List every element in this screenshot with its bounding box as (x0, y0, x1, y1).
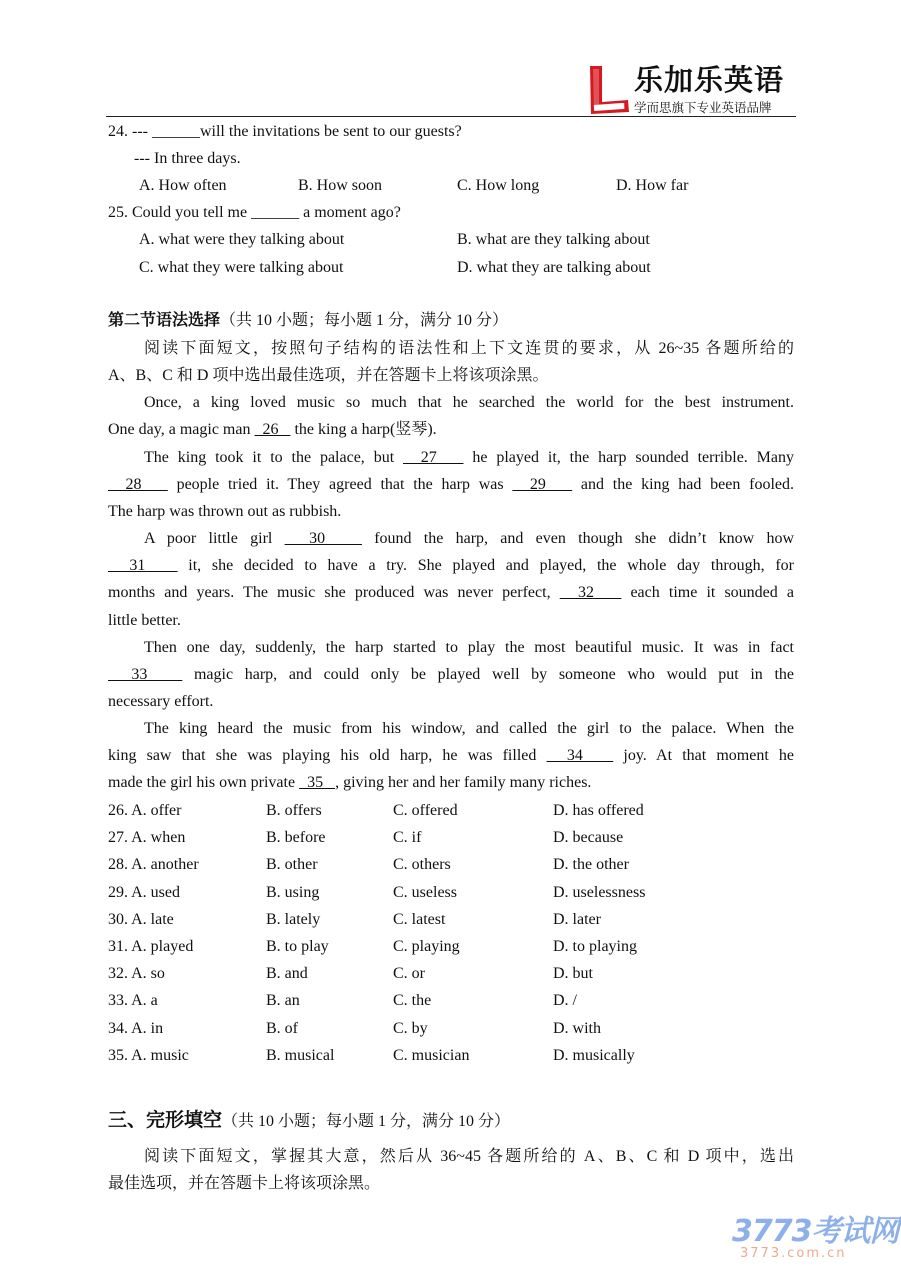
option-d: D. but (553, 965, 593, 983)
option-b: B. musical (266, 1046, 335, 1064)
passage-text: the king a harp(竖琴). (290, 421, 437, 439)
passage-text: people tried it. They agreed that the harp was (167, 476, 513, 494)
option-d: D. has offered (553, 802, 644, 819)
passage-text: The king heard the music from his window, and called the girl to the palace. When the (144, 720, 794, 737)
passage-text: , giving her and her family many riches. (335, 774, 592, 792)
passage-text: little better. (108, 611, 181, 629)
passage-text: Then one day, suddenly, the harp started to play the most beautiful music. It was in fact (144, 639, 794, 656)
option-d: D. / (553, 992, 577, 1010)
option-c: C. playing (393, 938, 460, 955)
question-25-option-c: C. what they were talking about (139, 259, 344, 276)
blank-number: 29 (512, 476, 573, 494)
question-24-option-c: C. How long (457, 177, 540, 194)
passage-line (108, 692, 794, 712)
question-25-option-a: A. what were they talking about (139, 231, 345, 248)
option-c: C. others (393, 856, 451, 874)
blank-number: 33 (108, 666, 183, 684)
blank-number: 35 (299, 774, 336, 792)
passage-text: found the harp, and even though she didn’t know how (361, 530, 795, 547)
passage-line (108, 583, 794, 603)
option-c: C. the (393, 992, 432, 1010)
blank-number: 34 (546, 747, 614, 765)
passage-line (108, 475, 794, 495)
option-a: 34. A. in (108, 1019, 164, 1037)
option-c: C. offered (393, 802, 458, 819)
section3-instruction-line: 阅读下面短文，掌握其大意，然后从 36~45 各题所给的 A、B、C 和 D 项中，选出 (144, 1148, 794, 1165)
section2-instruction-line: 阅读下面短文，按照句子结构的语法性和上下文连贯的要求，从 26~35 各题所给的 (144, 340, 794, 357)
option-d: D. because (553, 829, 624, 847)
passage-text: One day, a magic man (108, 421, 255, 439)
passage-text: A poor little girl (144, 530, 285, 547)
question-25-stem: 25. Could you tell me ______ a moment ago? (108, 204, 401, 221)
passage-text: and the king had been fooled. (572, 476, 795, 494)
option-d: D. to playing (553, 938, 637, 955)
question-24-answer: --- In three days. (134, 150, 241, 167)
option-b: B. lately (266, 910, 321, 928)
header-divider (106, 116, 796, 117)
option-a: 31. A. played (108, 938, 194, 955)
option-b: B. and (266, 965, 308, 983)
option-b: B. an (266, 992, 300, 1010)
question-24-option-b: B. How soon (298, 177, 383, 194)
option-c: C. useless (393, 883, 457, 901)
blank-number: 28 (108, 476, 168, 494)
blank-number: 32 (559, 584, 622, 602)
question-24-stem: 24. --- ______will the invitations be sent to our guests? (108, 123, 462, 140)
passage-text: magic harp, and could only be played well by someone who would put in the (182, 666, 795, 684)
option-b: B. of (266, 1019, 298, 1037)
logo-subtitle: 学而思旗下专业英语品牌 (634, 100, 772, 115)
passage-text: it, she decided to have a try. She played and played, the whole day through, for (177, 557, 795, 575)
question-25-option-d: D. what they are talking about (457, 259, 651, 276)
passage-text: joy. At that moment he (613, 747, 795, 765)
option-b: B. to play (266, 938, 329, 955)
question-24-option-d: D. How far (616, 177, 689, 194)
option-c: C. if (393, 829, 422, 847)
passage-line (108, 665, 794, 685)
passage-line (108, 611, 794, 631)
option-c: C. by (393, 1019, 428, 1037)
section3-instruction-line: 最佳选项，并在答题卡上将该项涂黑。 (108, 1175, 381, 1192)
passage-line (144, 393, 794, 413)
option-a: 27. A. when (108, 829, 186, 847)
option-d: D. with (553, 1019, 601, 1037)
brand-logo (588, 62, 798, 116)
logo-title: 乐加乐英语 (634, 63, 785, 97)
passage-text: necessary effort. (108, 693, 214, 711)
section2-note: （共 10 小题；每小题 1 分，满分 10 分） (220, 312, 509, 329)
passage-text: made the girl his own private (108, 774, 300, 792)
option-b: B. using (266, 883, 320, 901)
passage-text: Once, a king loved music so much that he searched the world for the best instrument. (144, 394, 794, 411)
option-d: D. musically (553, 1046, 635, 1064)
option-b: B. other (266, 856, 318, 874)
option-c: C. or (393, 965, 425, 983)
question-25-option-b: B. what are they talking about (457, 231, 650, 248)
section2-title: 第二节语法选择 (108, 312, 221, 329)
option-d: D. later (553, 910, 601, 928)
blank-number: 31 (108, 557, 178, 575)
option-c: C. latest (393, 910, 446, 928)
passage-line (108, 420, 794, 440)
option-d: D. the other (553, 856, 629, 874)
logo-l-mark-icon (588, 64, 632, 114)
watermark-title: 3773考试网 (732, 1214, 899, 1249)
option-a: 29. A. used (108, 883, 180, 901)
passage-text: months and years. The music she produced was never perfect, (108, 584, 560, 602)
watermark-url: 3773.com.cn (740, 1246, 847, 1261)
passage-text: each time it sounded a (621, 584, 795, 602)
passage-line (108, 556, 794, 576)
option-a: 30. A. late (108, 910, 174, 928)
passage-text: The harp was thrown out as rubbish. (108, 503, 342, 521)
passage-line (144, 448, 794, 468)
passage-line (144, 529, 794, 549)
passage-line (144, 638, 794, 658)
section3-heading (108, 1108, 794, 1134)
question-24-option-a: A. How often (139, 177, 227, 194)
option-a: 32. A. so (108, 965, 165, 983)
option-b: B. offers (266, 802, 322, 819)
option-a: 26. A. offer (108, 802, 182, 819)
watermark (732, 1206, 897, 1261)
option-b: B. before (266, 829, 326, 847)
section2-heading (108, 311, 794, 331)
option-a: 28. A. another (108, 856, 199, 874)
passage-text: The king took it to the palace, but (144, 449, 404, 466)
passage-line (108, 502, 794, 522)
option-d: D. uselessness (553, 883, 646, 901)
section2-instruction-line: A、B、C 和 D 项中选出最佳选项，并在答题卡上将该项涂黑。 (108, 367, 549, 384)
option-c: C. musician (393, 1046, 470, 1064)
blank-number: 30 (284, 530, 362, 547)
blank-number: 26 (254, 421, 291, 439)
passage-line (108, 746, 794, 766)
passage-text: he played it, the harp sounded terrible. Many (463, 449, 795, 466)
section3-title: 三、完形填空 (108, 1110, 223, 1131)
passage-line (108, 773, 794, 793)
option-a: 35. A. music (108, 1046, 189, 1064)
blank-number: 27 (403, 449, 464, 466)
section3-note: （共 10 小题；每小题 1 分，满分 10 分） (222, 1113, 511, 1130)
passage-text: king saw that she was playing his old harp, he was filled (108, 747, 547, 765)
option-a: 33. A. a (108, 992, 158, 1010)
passage-line (144, 719, 794, 739)
